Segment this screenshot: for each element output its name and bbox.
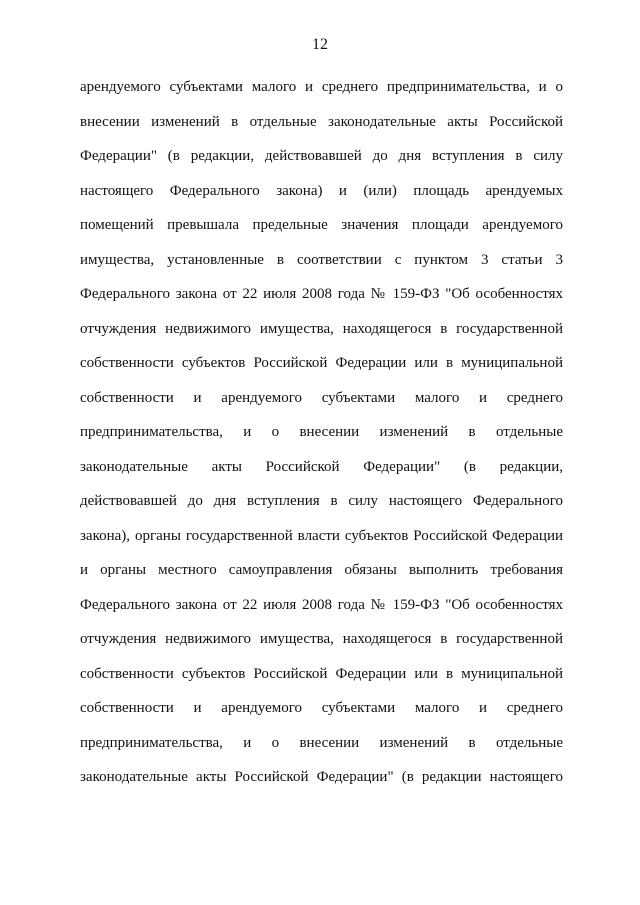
text-line: собственности и арендуемого субъектами малого и среднего xyxy=(80,389,563,406)
text-line: настоящего Федерального закона) и (или) площадь арендуемых xyxy=(80,182,563,199)
text-line: законодательные акты Российской Федерации" (в редакции, xyxy=(80,458,563,475)
text-line: Федерального закона от 22 июля 2008 года № 159-ФЗ "Об особенностях xyxy=(80,286,563,302)
text-line: имущества, установленные в соответствии с пунктом 3 статьи 3 xyxy=(80,251,563,268)
text-line: отчуждения недвижимого имущества, находящегося в государственной xyxy=(80,631,563,647)
text-line: предпринимательства, и о внесении изменений в отдельные xyxy=(80,424,563,440)
text-line: собственности субъектов Российской Федерации или в муниципальной xyxy=(80,665,563,682)
text-line: действовавшей до дня вступления в силу настоящего Федерального xyxy=(80,493,563,509)
text-line: отчуждения недвижимого имущества, находящегося в государственной xyxy=(80,320,563,337)
text-line: Федерации" (в редакции, действовавшей до дня вступления в силу xyxy=(80,148,563,164)
text-line: предпринимательства, и о внесении изменений в отдельные xyxy=(80,734,563,751)
text-line: и органы местного самоуправления обязаны выполнить требования xyxy=(80,562,563,578)
text-line: Федерального закона от 22 июля 2008 года № 159-ФЗ "Об особенностях xyxy=(80,596,563,613)
body-text xyxy=(80,77,563,802)
text-line: собственности и арендуемого субъектами малого и среднего xyxy=(80,700,563,716)
text-line: закона), органы государственной власти субъектов Российской Федерации xyxy=(80,527,563,544)
text-line: внесении изменений в отдельные законодательные акты Российской xyxy=(80,113,563,130)
text-line: помещений превышала предельные значения площади арендуемого xyxy=(80,217,563,233)
text-line: законодательные акты Российской Федерации" (в редакции настоящего xyxy=(80,769,563,785)
text-line: арендуемого субъектами малого и среднего предпринимательства, и о xyxy=(80,79,563,95)
text-line: собственности субъектов Российской Федерации или в муниципальной xyxy=(80,355,563,371)
page-number: 12 xyxy=(312,36,328,53)
